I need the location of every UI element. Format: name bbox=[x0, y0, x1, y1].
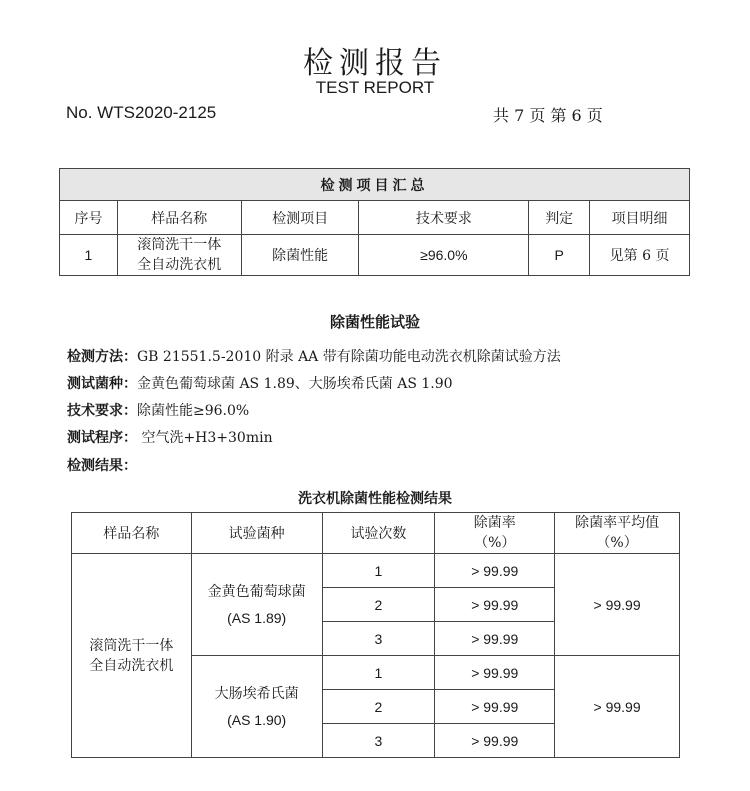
requirement-line bbox=[67, 400, 249, 420]
trial-number: 3 bbox=[322, 622, 435, 656]
program-line bbox=[67, 427, 273, 447]
method-label: 检测方法： bbox=[67, 349, 137, 365]
col-header: 样品名称 bbox=[117, 201, 241, 235]
average-value: > 99.99 bbox=[555, 554, 680, 656]
rate-value: > 99.99 bbox=[435, 554, 555, 588]
col-header-line: 除菌率 bbox=[473, 515, 516, 531]
trial-number: 2 bbox=[322, 588, 435, 622]
rate-value: > 99.99 bbox=[435, 724, 555, 758]
requirement-text: 除菌性能≥96.0% bbox=[137, 403, 250, 419]
sample-name-cell bbox=[72, 554, 192, 758]
strain-value: 金黄色葡萄球菌 AS 1.89、大肠埃希氏菌 AS 1.90 bbox=[137, 376, 453, 392]
report-number: No. WTS2020-2125 bbox=[66, 103, 217, 122]
method-line bbox=[67, 346, 561, 366]
trial-number: 2 bbox=[322, 690, 435, 724]
sample-name-line: 全自动洗衣机 bbox=[137, 257, 222, 273]
strain-name: 大肠埃希氏菌 bbox=[214, 685, 299, 702]
col-header-line: （%） bbox=[596, 535, 638, 551]
strain-name: 金黄色葡萄球菌 bbox=[207, 583, 306, 600]
trial-number: 3 bbox=[322, 724, 435, 758]
trial-number: 1 bbox=[322, 656, 435, 690]
table-row bbox=[72, 554, 680, 588]
report-title-cn: 检测报告 bbox=[303, 46, 447, 81]
summary-header-row bbox=[60, 201, 690, 235]
row-number: 1 bbox=[60, 235, 118, 276]
section-title: 除菌性能试验 bbox=[329, 313, 420, 331]
result-line bbox=[67, 455, 137, 475]
results-table bbox=[71, 512, 680, 758]
col-header-line: 除菌率平均值 bbox=[575, 515, 660, 531]
col-header: 项目明细 bbox=[590, 201, 690, 235]
test-item: 除菌性能 bbox=[241, 235, 359, 276]
results-table-title: 洗衣机除菌性能检测结果 bbox=[298, 491, 452, 507]
rate-value: > 99.99 bbox=[435, 622, 555, 656]
strain-code: (AS 1.90) bbox=[227, 711, 287, 728]
rate-value: > 99.99 bbox=[435, 690, 555, 724]
strain-line bbox=[67, 373, 453, 393]
sample-name-line: 滚筒洗干一体 bbox=[89, 637, 174, 654]
col-header: 样品名称 bbox=[72, 513, 192, 554]
strain-label: 测试菌种： bbox=[67, 376, 137, 392]
report-title-en: TEST REPORT bbox=[315, 78, 435, 97]
trial-number: 1 bbox=[322, 554, 435, 588]
program-value: 空气洗+H3+30min bbox=[137, 430, 273, 446]
col-header: 技术要求 bbox=[359, 201, 529, 235]
strain-cell bbox=[191, 554, 322, 656]
requirement-label: 技术要求： bbox=[67, 403, 137, 419]
detail-ref: 见第 6 页 bbox=[590, 235, 690, 276]
table-row bbox=[60, 235, 690, 276]
col-header bbox=[435, 513, 555, 554]
strain-code: (AS 1.89) bbox=[227, 609, 287, 626]
rate-value: > 99.99 bbox=[435, 588, 555, 622]
sample-name-line: 全自动洗衣机 bbox=[89, 657, 174, 674]
method-value: GB 21551.5-2010 附录 AA 带有除菌功能电动洗衣机除菌试验方法 bbox=[137, 349, 561, 365]
col-header bbox=[555, 513, 680, 554]
results-header-row bbox=[72, 513, 680, 554]
requirement-value: ≥96.0% bbox=[359, 235, 529, 276]
strain-cell bbox=[191, 656, 322, 758]
summary-title: 检测项目汇总 bbox=[60, 169, 690, 201]
col-header: 序号 bbox=[60, 201, 118, 235]
rate-value: > 99.99 bbox=[435, 656, 555, 690]
judgement-value: P bbox=[529, 235, 590, 276]
col-header-line: （%） bbox=[474, 535, 516, 551]
col-header: 试验次数 bbox=[322, 513, 435, 554]
result-label: 检测结果： bbox=[67, 458, 137, 474]
average-value: > 99.99 bbox=[555, 656, 680, 758]
page-indicator: 共 7 页 第 6 页 bbox=[493, 106, 603, 125]
col-header: 试验菌种 bbox=[191, 513, 322, 554]
program-label: 测试程序： bbox=[67, 430, 137, 446]
col-header: 检测项目 bbox=[241, 201, 359, 235]
col-header: 判定 bbox=[529, 201, 590, 235]
sample-name-cell bbox=[117, 235, 241, 276]
sample-name-line: 滚筒洗干一体 bbox=[137, 237, 222, 253]
summary-table bbox=[59, 168, 690, 276]
